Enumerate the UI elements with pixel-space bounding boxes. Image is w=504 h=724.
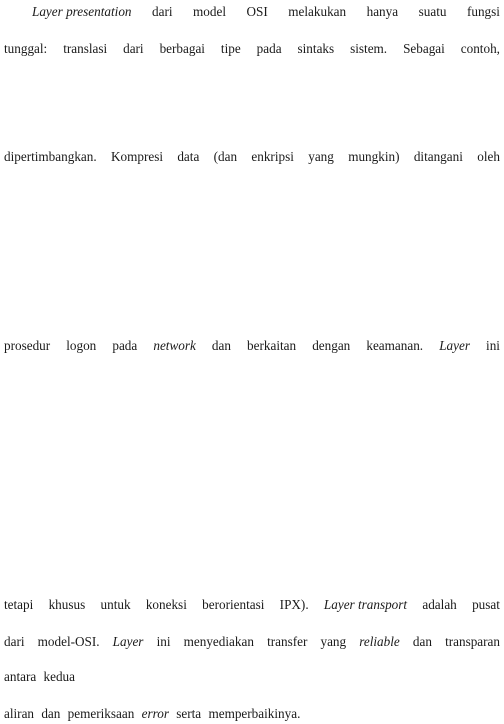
word: Sebagai [403, 41, 445, 56]
italic-term-network: network [153, 338, 196, 353]
paragraph-line-2 [4, 39, 500, 59]
word: pemeriksaan [67, 706, 135, 721]
word: translasi [63, 41, 108, 56]
italic-term-layer: Layer [439, 338, 470, 353]
word: sintaks [297, 41, 335, 56]
word: data [177, 149, 200, 164]
word: pusat [472, 597, 500, 612]
word: dan [41, 706, 61, 721]
word: koneksi [145, 597, 187, 612]
word: serta [176, 706, 202, 721]
word: model [193, 4, 226, 19]
italic-term-reliable: reliable [359, 634, 400, 649]
word: ini [486, 338, 500, 353]
word: dari [123, 41, 144, 56]
word: berorientasi [202, 597, 265, 612]
word: khusus [48, 597, 86, 612]
italic-term-layer: Layer [112, 634, 144, 649]
word: enkripsi [251, 149, 294, 164]
word: dipertimbangkan. [4, 149, 97, 164]
word: oleh [477, 149, 500, 164]
word: yang [320, 634, 347, 649]
word: tipe [220, 41, 241, 56]
word: dan [211, 338, 231, 353]
word: pada [256, 41, 282, 56]
word: adalah [422, 597, 457, 612]
word: transfer [267, 634, 308, 649]
word: transparan [445, 634, 500, 649]
word: dari [152, 4, 173, 19]
word: Kompresi [110, 149, 163, 164]
italic-term-layer-transport: Layer transport [323, 597, 408, 612]
word: keamanan. [366, 338, 424, 353]
word: memperbaikinya. [208, 706, 301, 721]
word: contoh, [460, 41, 500, 56]
paragraph-line-7 [4, 667, 500, 687]
word: pada [112, 338, 138, 353]
paragraph-line-3 [4, 147, 500, 167]
word: menyediakan [183, 634, 254, 649]
word: melakukan [288, 4, 347, 19]
word: model-OSI. [37, 634, 100, 649]
word: mungkin) [348, 149, 400, 164]
word: berbagai [159, 41, 205, 56]
word: logon [66, 338, 97, 353]
word: berkaitan [247, 338, 297, 353]
word: kedua [43, 669, 76, 684]
word: fungsi [466, 4, 500, 19]
word: ditangani [413, 149, 463, 164]
word: ini [156, 634, 171, 649]
paragraph-line-4 [4, 336, 500, 356]
word: antara [4, 669, 37, 684]
word: prosedur [4, 338, 51, 353]
word: tetapi [4, 597, 34, 612]
word: sistem. [350, 41, 388, 56]
word: IPX). [279, 597, 309, 612]
paragraph-line-1 [32, 2, 500, 22]
word: yang [308, 149, 334, 164]
word: hanya [366, 4, 399, 19]
paragraph-line-6 [4, 632, 500, 652]
italic-term-error: error [141, 706, 169, 721]
word: aliran [4, 706, 35, 721]
italic-term-layer-presentation: Layer presentation [32, 4, 132, 19]
word: OSI [246, 4, 268, 19]
word: dengan [312, 338, 351, 353]
word: suatu [418, 4, 447, 19]
word: (dan [213, 149, 238, 164]
word: tunggal: [4, 41, 48, 56]
word: dan [412, 634, 432, 649]
word: dari [4, 634, 25, 649]
paragraph-line-5 [4, 595, 500, 615]
word: untuk [100, 597, 131, 612]
paragraph-line-8 [4, 704, 500, 724]
